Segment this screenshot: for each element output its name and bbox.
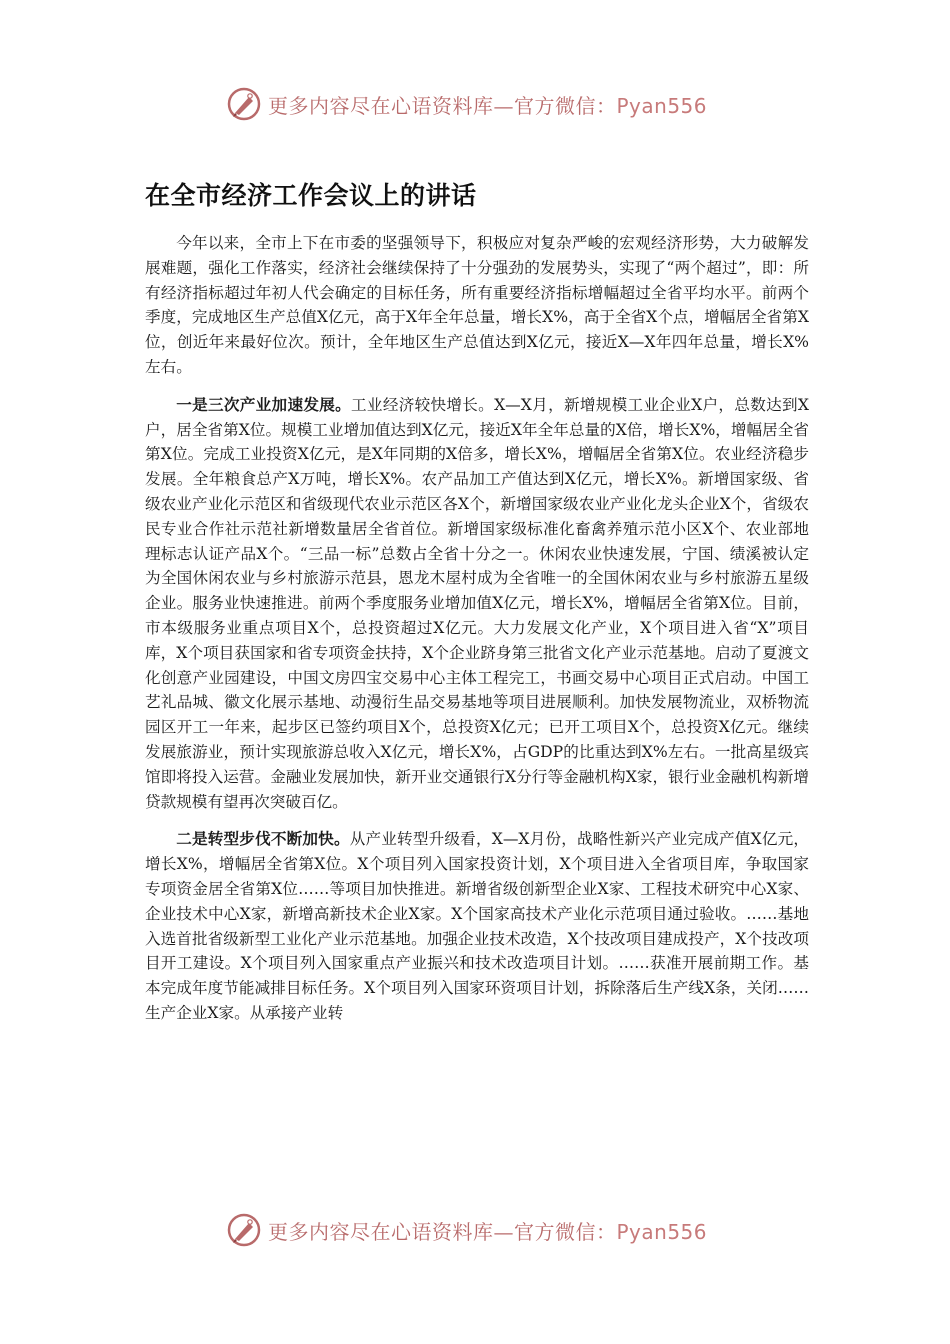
watermark-text: 更多内容尽在心语资料库—官方微信：Pyan556 [268, 1219, 708, 1244]
document-title: 在全市经济工作会议上的讲话 [145, 181, 477, 210]
pen-nib-logo-icon [226, 86, 262, 122]
document-body [145, 231, 809, 1039]
section-paragraph-transformation [145, 827, 809, 1025]
section-paragraph-text: 从产业转型升级看，X—X月份，战略性新兴产业完成产值X亿元，增长X%，增幅居全省第X位。X个项目列入国家投资计划，X个项目进入全省项目库，争取国家专项资金居全省第X位……等项目加快推进。新增省级创新型企业X家、工程技术研究中心X家、企业技术中心X家，新增高新技术企业X家。X个国家高技术产业化示范项目通过验收。……基地入选首批省级新型工业化产业示范基地。加强企业技术改造，X个技改项目建成投产，X个技改项目开工建设。X个项目列入国家重点产业振兴和技术改造项目计划。……获准开展前期工作。基本完成年度节能减排目标任务。X个项目列入国家环资项目计划，拆除落后生产线X条，关闭……生产企业X家。从承接产业转 [145, 830, 809, 1022]
header-watermark-banner [226, 84, 746, 124]
section-paragraph-industries [145, 393, 809, 815]
watermark-handle: Pyan556 [616, 1219, 708, 1244]
section-paragraph-text: 工业经济较快增长。X—X月，新增规模工业企业X户，总数达到X户，居全省第X位。规模工业增加值达到X亿元，接近X年全年总量的X倍，增长X%，增幅居全省第X位。完成工业投资X亿元，是X年同期的X倍多，增长X%，增幅居全省第X位。农业经济稳步发展。全年粮食总产X万吨，增长X%。农产品加工产值达到X亿元，增长X%。新增国家级、省级农业产业化示范区和省级现代农业示范区各X个，新增国家级农业产业化龙头企业X个，省级农民专业合作社示范社新增数量居全省首位。新增国家级标准化畜禽养殖示范小区X个、农业部地理标志认证产品X个。“三品一标”总数占全省十分之一。休闲农业快速发展，宁国、绩溪被认定为全国休闲农业与乡村旅游示范县，恩龙木屋村成为全省唯一的全国休闲农业与乡村旅游五星级企业。服务业快速推进。前两个季度服务业增加值X亿元，增长X%，增幅居全省第X位。目前，市本级服务业重点项目X个，总投资超过X亿元。大力发展文化产业，X个项目进入省“X”项目库，X个项目获国家和省专项资金扶持，X个企业跻身第三批省文化产业示范基地。启动了夏渡文化创意产业园建设，中国文房四宝交易中心主体工程完工，书画交易中心项目正式启动。中国工艺礼品城、徽文化展示基地、动漫衍生品交易基地等项目进展顺利。加快发展物流业，双桥物流园区开工一年来，起步区已签约项目X个，总投资X亿元；已开工项目X个，总投资X亿元。继续发展旅游业，预计实现旅游总收入X亿元，增长X%，占GDP的比重达到X%左右。一批高星级宾馆即将投入运营。金融业发展加快，新开业交通银行X分行等金融机构X家，银行业金融机构新增贷款规模有望再次突破百亿。 [145, 395, 809, 811]
intro-paragraph: 今年以来，全市上下在市委的坚强领导下，积极应对复杂严峻的宏观经济形势，大力破解发展难题，强化工作落实，经济社会继续保持了十分强劲的发展势头，实现了“两个超过”，即：所有经济指标超过年初人代会确定的目标任务，所有重要经济指标增幅超过全省平均水平。前两个季度，完成地区生产总值X亿元，高于X年全年总量，增长X%，高于全省X个点，增幅居全省第X位，创近年来最好位次。预计，全年地区生产总值达到X亿元，接近X—X年四年总量，增长X%左右。 [145, 234, 809, 376]
watermark-handle: Pyan556 [616, 93, 708, 118]
section-lead-heading: 一是三次产业加速发展。 [176, 395, 352, 414]
watermark-text: 更多内容尽在心语资料库—官方微信：Pyan556 [268, 93, 708, 118]
footer-watermark-banner [226, 1210, 746, 1250]
pen-nib-logo-icon [226, 1212, 262, 1248]
section-lead-heading: 二是转型步伐不断加快。 [176, 830, 350, 849]
